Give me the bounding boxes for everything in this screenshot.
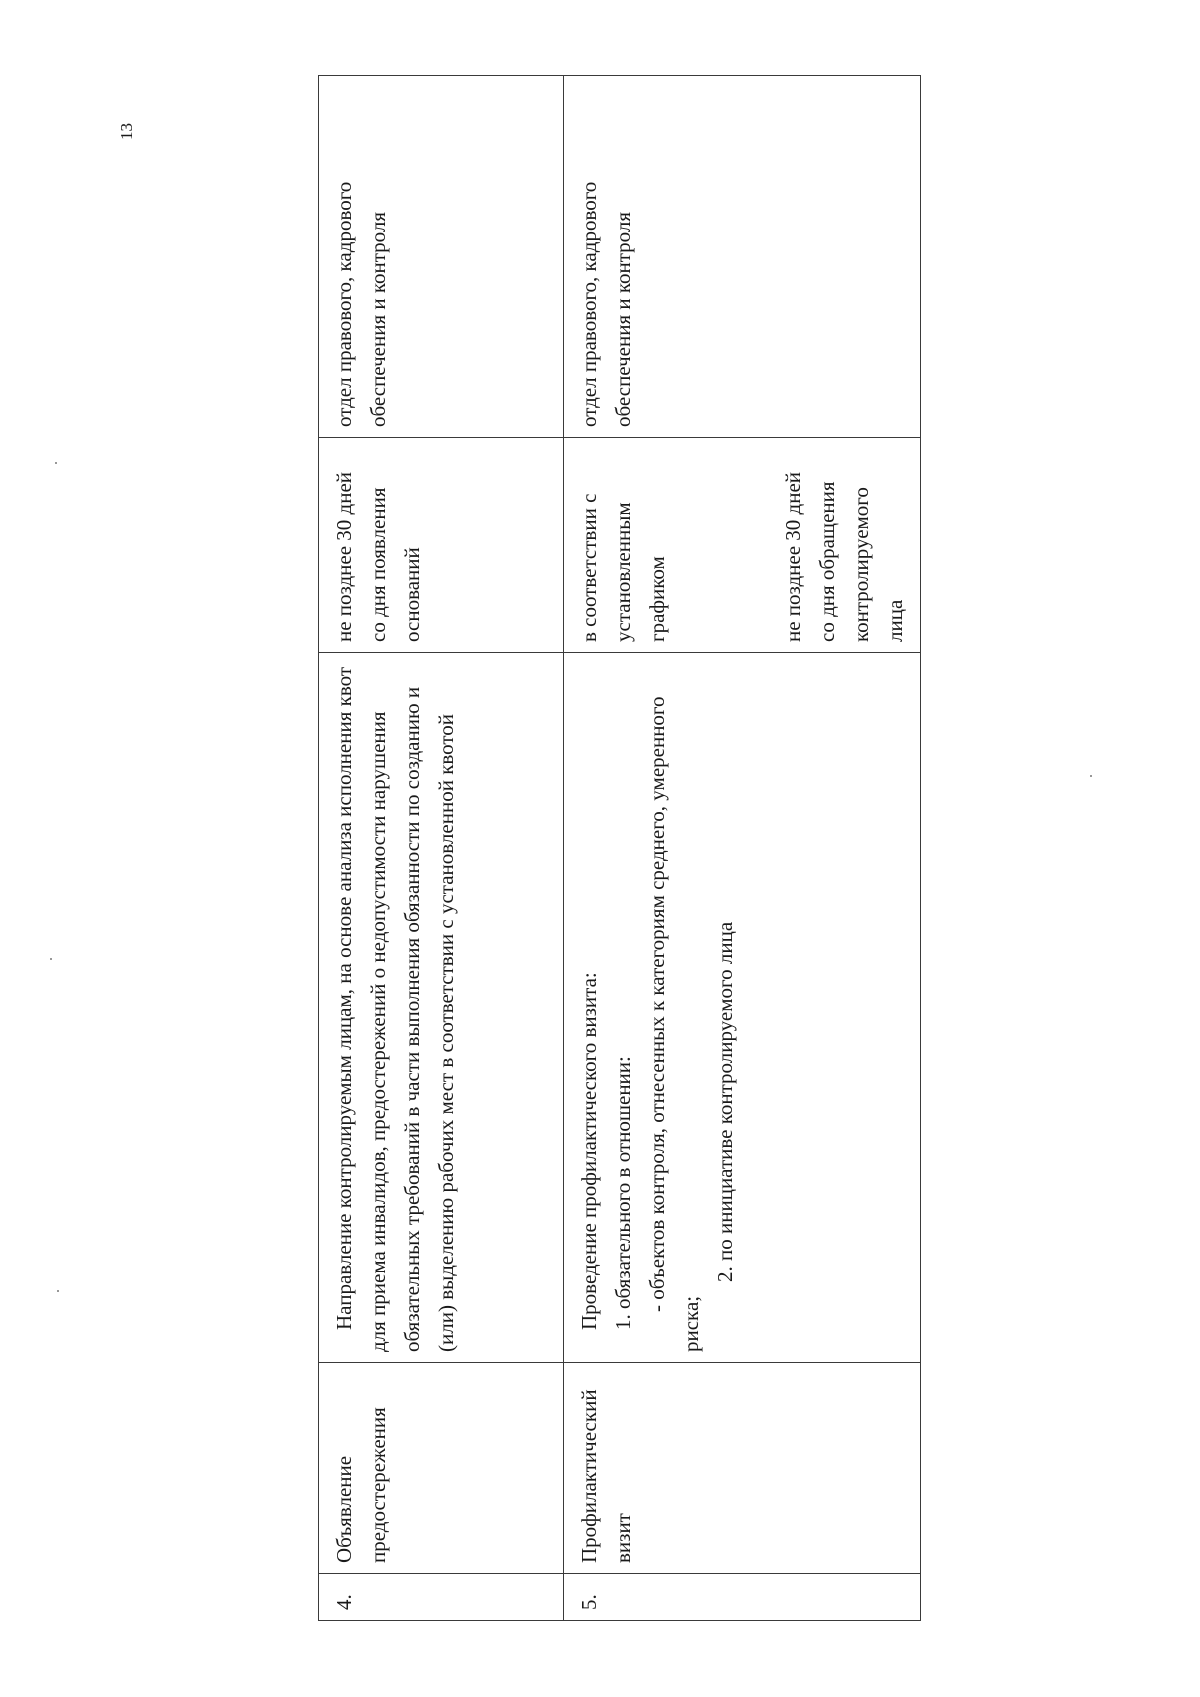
measure-name-cell: Профилактический визит: [564, 1363, 921, 1574]
description-line: 2. по инициативе контролируемого лица: [713, 921, 737, 1282]
row-number-cell: 4.: [319, 1574, 564, 1621]
measure-name-cell: Объявление предостережения: [319, 1363, 564, 1574]
description-line: - объектов контроля, отнесенных к категориям среднего, умеренного риска;: [645, 696, 703, 1352]
term-cell: [564, 438, 921, 653]
term-line: в соответствии с установленным графиком: [577, 493, 669, 642]
term-cell: не позднее 30 дней со дня появления оснований: [319, 438, 564, 653]
table-row: [319, 76, 564, 1621]
row-number-cell: 5.: [564, 1574, 921, 1621]
responsible-cell: отдел правового, кадрового обеспечения и контроля: [319, 76, 564, 438]
rotated-table-container: [318, 75, 907, 1621]
term-line: не позднее 30 дней со дня обращения контролируемого лица: [781, 471, 907, 642]
scan-speck: [55, 462, 57, 464]
description-line: 1. обязательного в отношении:: [611, 1056, 635, 1330]
measures-table: [318, 75, 921, 1621]
page-number: 13: [117, 123, 136, 140]
scan-speck: [1090, 775, 1092, 777]
scan-speck: [50, 958, 52, 960]
responsible-cell: отдел правового, кадрового обеспечения и контроля: [564, 76, 921, 438]
description-line: Проведение профилактического визита:: [577, 972, 601, 1330]
description-paragraph: Направление контролируемым лицам, на основе анализа исполнения квот для приема инвалидов, предостережений о недопустимости нарушения обязательных требований в части выполнения обязанности по созданию и (или) выделению рабочих мест в соответствии с установленной квотой: [332, 667, 458, 1352]
table-row: [564, 76, 921, 1621]
measure-description-cell: [564, 653, 921, 1363]
measure-description-cell: [319, 653, 564, 1363]
scan-speck: [57, 1290, 59, 1292]
